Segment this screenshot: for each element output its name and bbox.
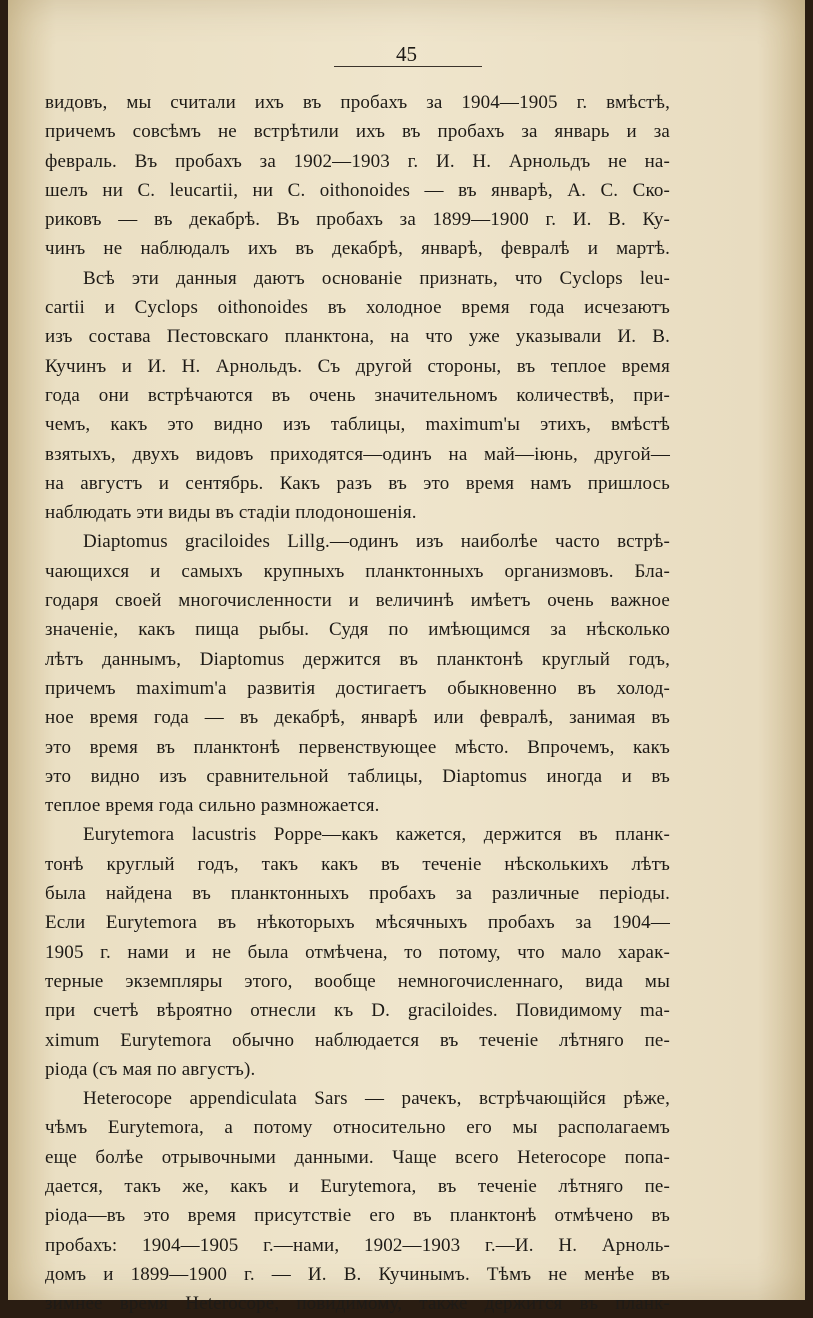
text-line: ximum Eurytemora обычно наблюдается въ теченіе лѣтняго пе- (45, 1029, 670, 1051)
text-line: лѣтъ даннымъ, Diaptomus держится въ планктонѣ круглый годъ, (45, 648, 670, 670)
text-line: причемъ совсѣмъ не встрѣтили ихъ въ пробахъ за январь и за (45, 121, 670, 143)
text-line: риковъ — въ декабрѣ. Въ пробахъ за 1899—1900 г. И. В. Ку- (45, 209, 670, 231)
text-line: Если Eurytemora въ нѣкоторыхъ мѣсячныхъ пробахъ за 1904— (45, 912, 670, 934)
text-line: чающихся и самыхъ крупныхъ планктонныхъ организмовъ. Бла- (45, 560, 670, 582)
text-line: чинъ не наблюдалъ ихъ въ декабрѣ, январѣ, февралѣ и мартѣ. (45, 238, 670, 260)
text-line: взятыхъ, двухъ видовъ приходятся—одинъ на май—іюнь, другой— (45, 443, 670, 465)
text-line: февраль. Въ пробахъ за 1902—1903 г. И. Н. Арнольдъ не на- (45, 150, 670, 172)
text-line: тонѣ круглый годъ, такъ какъ въ теченіе нѣсколькихъ лѣтъ (45, 853, 670, 875)
text-line: зимнее время Heterocope, повидимому, также держится въ планк- (45, 1293, 670, 1315)
text-line: Eurytemora lacustris Poppe—какъ кажется, держится въ планк- (83, 824, 670, 846)
text-line: cartii и Cyclops oithonoides въ холодное время года исчезаютъ (45, 297, 670, 319)
text-line: года они встрѣчаются въ очень значительномъ количествѣ, при- (45, 384, 670, 406)
text-line: ное время года — въ декабрѣ, январѣ или февралѣ, занимая въ (45, 707, 670, 729)
text-line: изъ состава Пестовскаго планктона, на что уже указывали И. В. (45, 326, 670, 348)
text-line: на августъ и сентябрь. Какъ разъ въ это время намъ пришлось (45, 472, 670, 494)
text-line: дается, такъ же, какъ и Eurytemora, въ теченіе лѣтняго пе- (45, 1175, 670, 1197)
text-line: ріода (съ мая по августъ). (45, 1058, 256, 1080)
text-line: еще болѣе отрывочными данными. Чаще всего Heterocope попа- (45, 1146, 670, 1168)
text-line: шелъ ни C. leucartii, ни C. oithonoides — въ январѣ, А. С. Ско- (45, 179, 670, 201)
text-line: Кучинъ и И. Н. Арнольдъ. Съ другой стороны, въ теплое время (45, 355, 670, 377)
text-line: годаря своей многочисленности и величинѣ имѣетъ очень важное (45, 590, 670, 612)
text-line: 1905 г. нами и не была отмѣчена, то потому, что мало харак- (45, 941, 670, 963)
text-line: ріода—въ это время присутствіе его въ планктонѣ отмѣчено въ (45, 1205, 670, 1227)
text-line: Heterocope appendiculata Sars — рачекъ, встрѣчающійся рѣже, (83, 1088, 670, 1110)
text-line: наблюдать эти виды въ стадіи плодоношенія. (45, 502, 417, 524)
text-line: значеніе, какъ пища рыбы. Судя по имѣющимся за нѣсколько (45, 619, 670, 641)
header-rule (334, 66, 482, 67)
page-number: 45 (396, 42, 417, 66)
text-line: причемъ maximum'a развитія достигаетъ обыкновенно въ холод- (45, 677, 670, 699)
text-line: домъ и 1899—1900 г. — И. В. Кучинымъ. Тѣмъ не менѣе въ (45, 1263, 670, 1285)
text-line: пробахъ: 1904—1905 г.—нами, 1902—1903 г.—И. Н. Арноль- (45, 1234, 670, 1256)
body-text (45, 88, 670, 1318)
text-line: терные экземпляры этого, вообще немногочисленнаго, вида мы (45, 970, 670, 992)
text-line: Diaptomus graciloides Lillg.—одинъ изъ наиболѣе часто встрѣ- (83, 531, 670, 553)
text-line: при счетѣ вѣроятно отнесли къ D. graciloides. Повидимому ma- (45, 1000, 670, 1022)
text-line: Всѣ эти данныя даютъ основаніе признать, что Cyclops leu- (83, 267, 670, 289)
text-line: видовъ, мы считали ихъ въ пробахъ за 1904—1905 г. вмѣстѣ, (45, 92, 670, 113)
text-line: была найдена въ планктонныхъ пробахъ за различные періоды. (45, 883, 670, 905)
text-line: чѣмъ Eurytemora, а потому относительно его мы располагаемъ (45, 1117, 670, 1139)
text-line: это видно изъ сравнительной таблицы, Diaptomus иногда и въ (45, 765, 670, 787)
text-line: чемъ, какъ это видно изъ таблицы, maximum'ы этихъ, вмѣстѣ (45, 414, 670, 436)
book-page (8, 0, 805, 1315)
text-line: теплое время года сильно размножается. (45, 795, 380, 817)
text-line: это время въ планктонѣ первенствующее мѣсто. Впрочемъ, какъ (45, 736, 670, 758)
